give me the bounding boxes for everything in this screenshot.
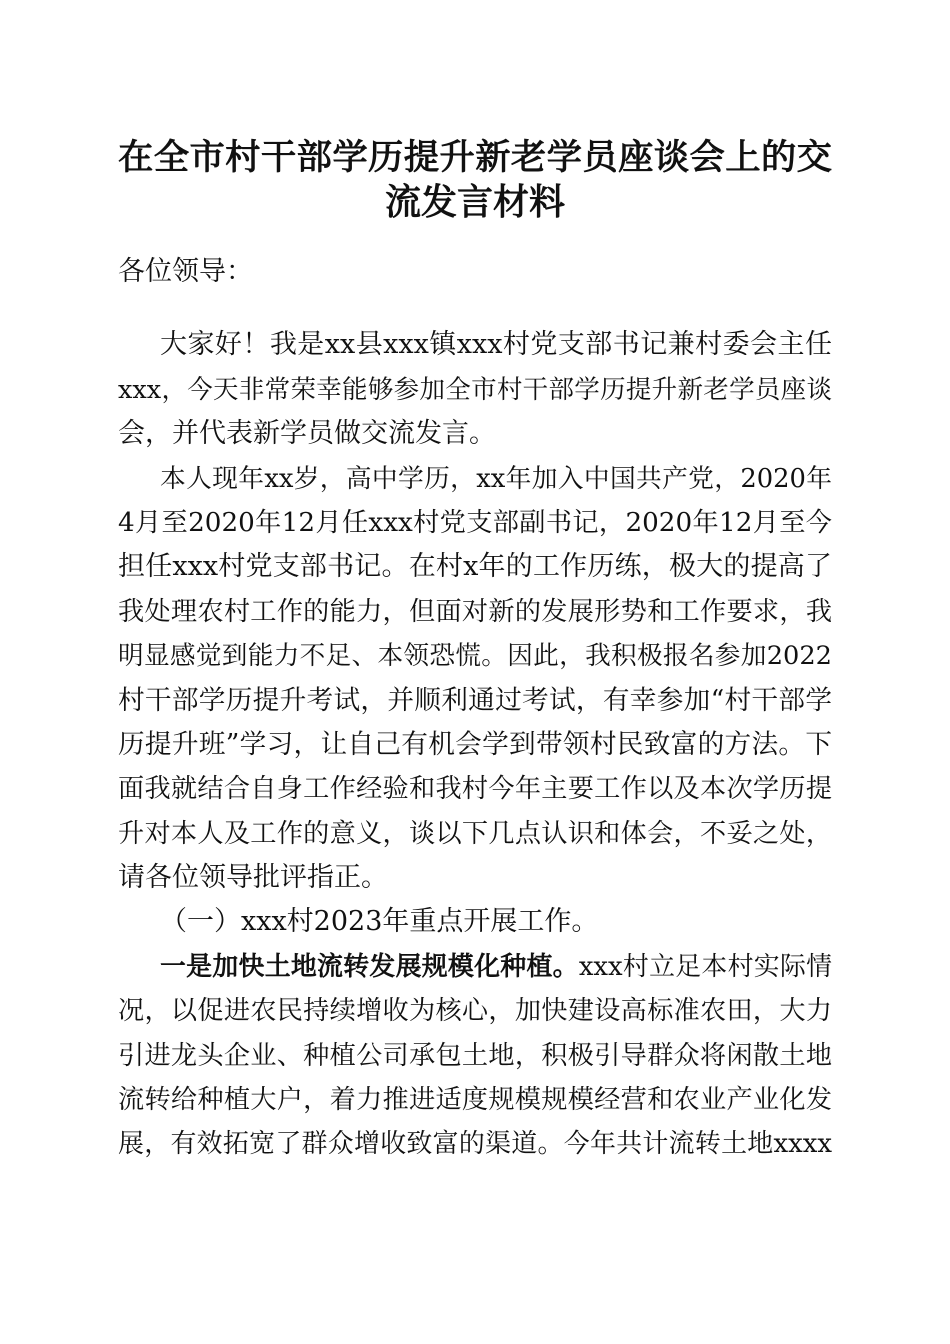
text-line: 担任xxx村党支部书记。在村x年的工作历练，极大的提高了 [118,551,832,583]
text-line: 我处理农村工作的能力，但面对新的发展形势和工作要求，我 [118,596,832,627]
lead-sentence: 一是加快土地流转发展规模化种植。 [160,951,579,982]
text-line: 况，以促进农民持续增收为核心，加快建设高标准农田，大力 [118,996,832,1027]
text-line: 展，有效拓宽了群众增收致富的渠道。今年共计流转土地xxxx [118,1129,832,1160]
title-line-1: 在全市村干部学历提升新老学员座谈会上的交 [118,137,832,178]
salutation: 各位领导： [118,256,253,287]
title-line-2: 流发言材料 [384,181,565,223]
text-line: 大家好！我是xx县xxx镇xxx村党支部书记兼村委会主任 [160,329,832,361]
text-run: xxx村立足本村实际情 [578,951,832,982]
text-line: 面我就结合自身工作经验和我村今年主要工作以及本次学历提 [118,774,832,805]
text-line: 本人现年xx岁，高中学历，xx年加入中国共产党，2020年 [160,463,832,494]
text-line: 明显感觉到能力不足、本领恐慌。因此，我积极报名参加2022 [118,641,832,672]
paragraph-land-transfer [118,945,832,1167]
text-line: xxx，今天非常荣幸能够参加全市村干部学历提升新老学员座谈 [118,374,832,405]
document-title [118,135,832,225]
text-line: 会，并代表新学员做交流发言。 [118,418,496,450]
paragraph-greeting [118,323,832,456]
text-line: 引进龙头企业、种植公司承包土地，积极引导群众将闲散土地 [118,1040,832,1071]
paragraph-introduction [118,457,832,901]
text-line: 村干部学历提升考试，并顺利通过考试，有幸参加“村干部学 [118,684,832,716]
text-line: 升对本人及工作的意义，谈以下几点认识和体会，不妥之处， [118,818,832,849]
text-line: 历提升班”学习，让自己有机会学到带领村民致富的方法。下 [118,728,832,760]
text-line: 请各位领导批评指正。 [118,862,388,894]
text-line: 4月至2020年12月任xxx村党支部副书记，2020年12月至今 [118,507,832,538]
section-heading: （一）xxx村2023年重点开展工作。 [160,906,599,938]
document-body [118,250,832,1167]
text-line: 流转给种植大户，着力推进适度规模规模经营和农业产业化发 [118,1085,832,1116]
text-line [118,945,832,989]
